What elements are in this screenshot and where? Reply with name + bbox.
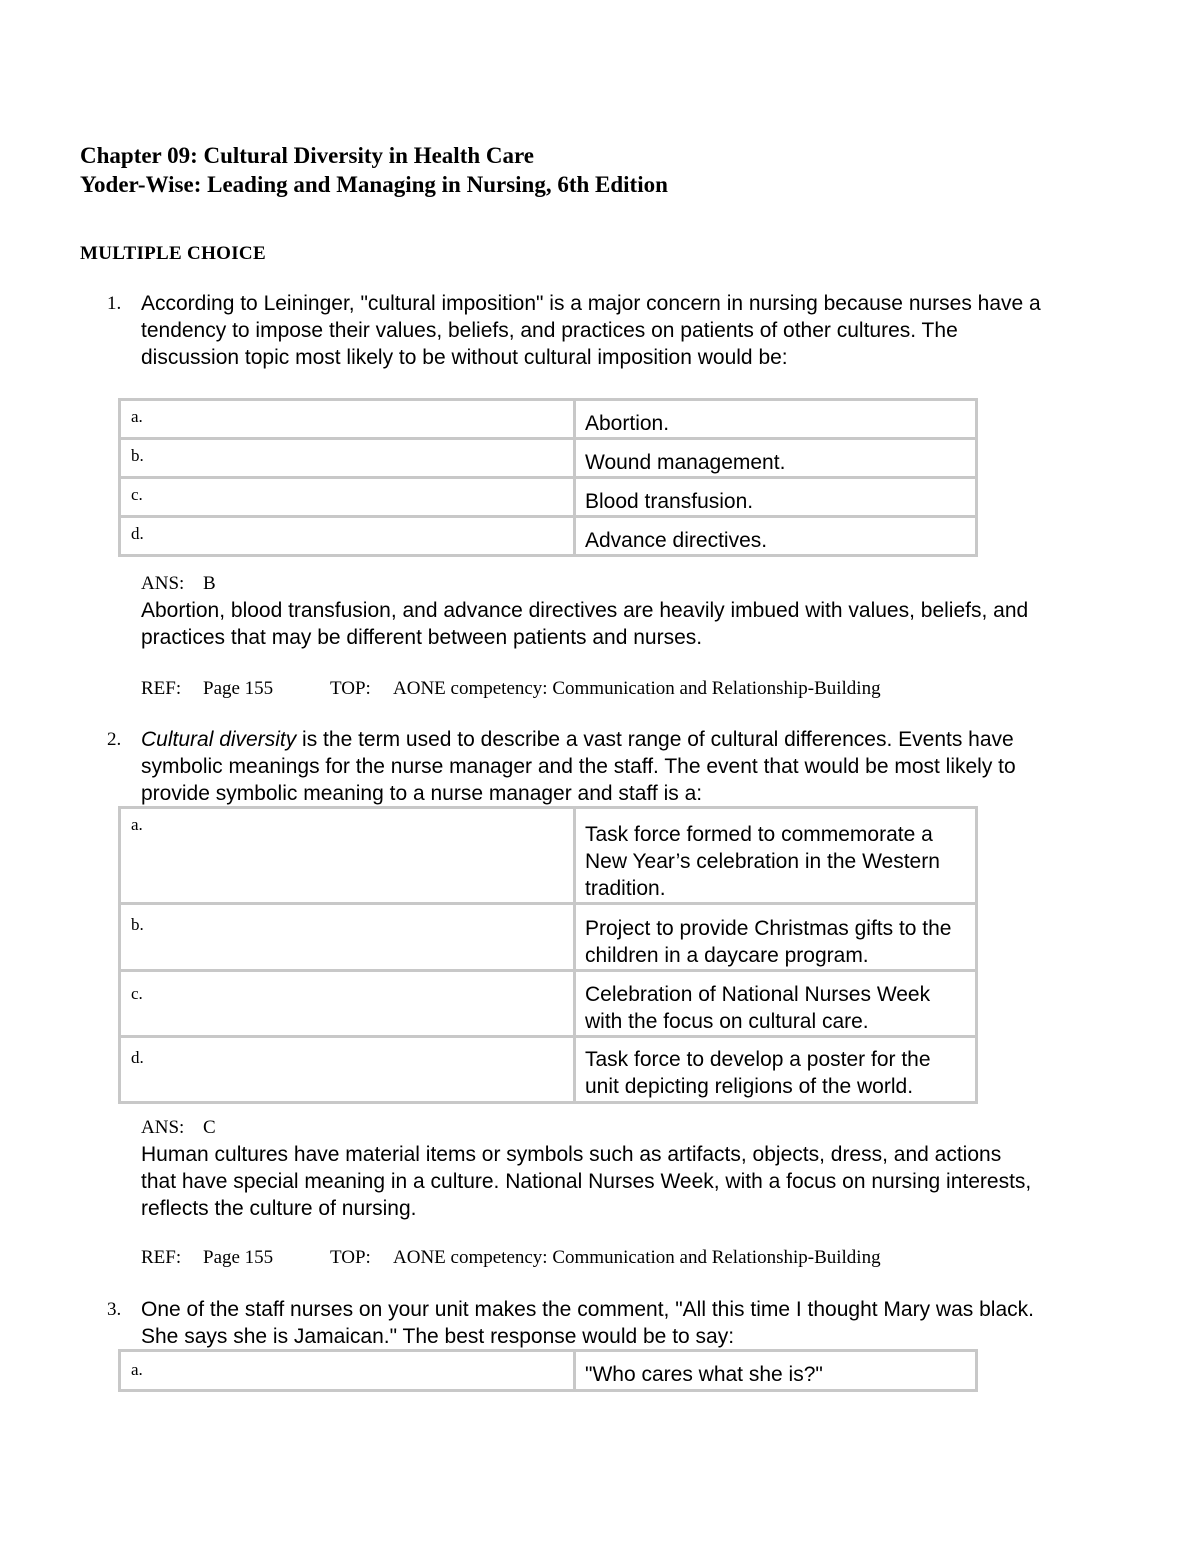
option-letter: a. xyxy=(120,1351,575,1391)
option-letter: a. xyxy=(120,400,575,439)
ref-label: REF: xyxy=(141,1247,182,1268)
option-text: Blood transfusion. xyxy=(575,478,977,517)
option-text: "Who cares what she is?" xyxy=(575,1351,977,1391)
answer-value: B xyxy=(203,573,216,594)
ref-value: Page 155 xyxy=(203,1247,274,1268)
stem-text: is the term used to describe a vast range of cultural differences. Events have symbolic meanings for the nurse manager and the staff. The event that would be most likely to provide symbolic meaning to a nurse manager and staff is a: xyxy=(141,728,1016,805)
option-letter: a. xyxy=(120,808,575,904)
option-row[interactable] xyxy=(120,808,977,904)
option-text: Wound management. xyxy=(575,439,977,478)
options-table xyxy=(118,1349,978,1392)
option-row[interactable] xyxy=(120,904,977,971)
rationale: Human cultures have material items or symbols such as artifacts, objects, dress, and actions that have special meaning in a culture. National Nurses Week, with a focus on nursing interests, reflects the culture of nursing. xyxy=(141,1143,1032,1220)
question-number: 1. xyxy=(107,293,122,314)
chapter-title: Chapter 09: Cultural Diversity in Health Care xyxy=(80,143,535,168)
book-title: Yoder-Wise: Leading and Managing in Nursing, 6th Edition xyxy=(80,172,668,197)
option-text: Celebration of National Nurses Week with the focus on cultural care. xyxy=(575,971,977,1037)
answer xyxy=(141,1117,216,1139)
option-letter: c. xyxy=(120,971,575,1037)
question-stem: One of the staff nurses on your unit makes the comment, "All this time I thought Mary was black. She says she is Jamaican." The best response would be to say: xyxy=(141,1298,1034,1348)
answer xyxy=(141,573,216,595)
italic-term: Cultural diversity xyxy=(141,728,297,751)
ref-label: REF: xyxy=(141,678,182,699)
option-letter: b. xyxy=(120,439,575,478)
option-letter: d. xyxy=(120,1037,575,1103)
ref-value: Page 155 xyxy=(203,678,274,699)
topic-label: TOP: xyxy=(330,678,371,699)
option-row[interactable] xyxy=(120,439,977,478)
topic-value: AONE competency: Communication and Relationship-Building xyxy=(393,1247,881,1268)
answer-label: ANS: xyxy=(141,573,185,594)
topic-label: TOP: xyxy=(330,1247,371,1268)
answer-label: ANS: xyxy=(141,1117,185,1138)
options-table xyxy=(118,806,978,1104)
reference-line xyxy=(141,1247,881,1269)
option-text: Abortion. xyxy=(575,400,977,439)
option-row[interactable] xyxy=(120,1351,977,1391)
question-number: 3. xyxy=(107,1299,122,1320)
option-row[interactable] xyxy=(120,517,977,556)
section-title: MULTIPLE CHOICE xyxy=(80,243,266,264)
option-letter: d. xyxy=(120,517,575,556)
question-stem: According to Leininger, "cultural imposition" is a major concern in nursing because nurses have a tendency to impose their values, beliefs, and practices on patients of other cultures. The discussion topic most likely to be without cultural imposition would be: xyxy=(141,292,1041,369)
option-text: Advance directives. xyxy=(575,517,977,556)
question-stem xyxy=(141,726,1041,807)
option-row[interactable] xyxy=(120,971,977,1037)
option-text: Project to provide Christmas gifts to the children in a daycare program. xyxy=(575,904,977,971)
option-letter: b. xyxy=(120,904,575,971)
option-row[interactable] xyxy=(120,400,977,439)
reference-line xyxy=(141,678,881,700)
option-text: Task force formed to commemorate a New Year’s celebration in the Western tradition. xyxy=(575,808,977,904)
option-row[interactable] xyxy=(120,478,977,517)
option-text: Task force to develop a poster for the unit depicting religions of the world. xyxy=(575,1037,977,1103)
rationale: Abortion, blood transfusion, and advance directives are heavily imbued with values, beliefs, and practices that may be different between patients and nurses. xyxy=(141,599,1029,649)
answer-value: C xyxy=(203,1117,216,1138)
options-table xyxy=(118,398,978,557)
option-row[interactable] xyxy=(120,1037,977,1103)
question-number: 2. xyxy=(107,729,122,750)
option-letter: c. xyxy=(120,478,575,517)
topic-value: AONE competency: Communication and Relationship-Building xyxy=(393,678,881,699)
